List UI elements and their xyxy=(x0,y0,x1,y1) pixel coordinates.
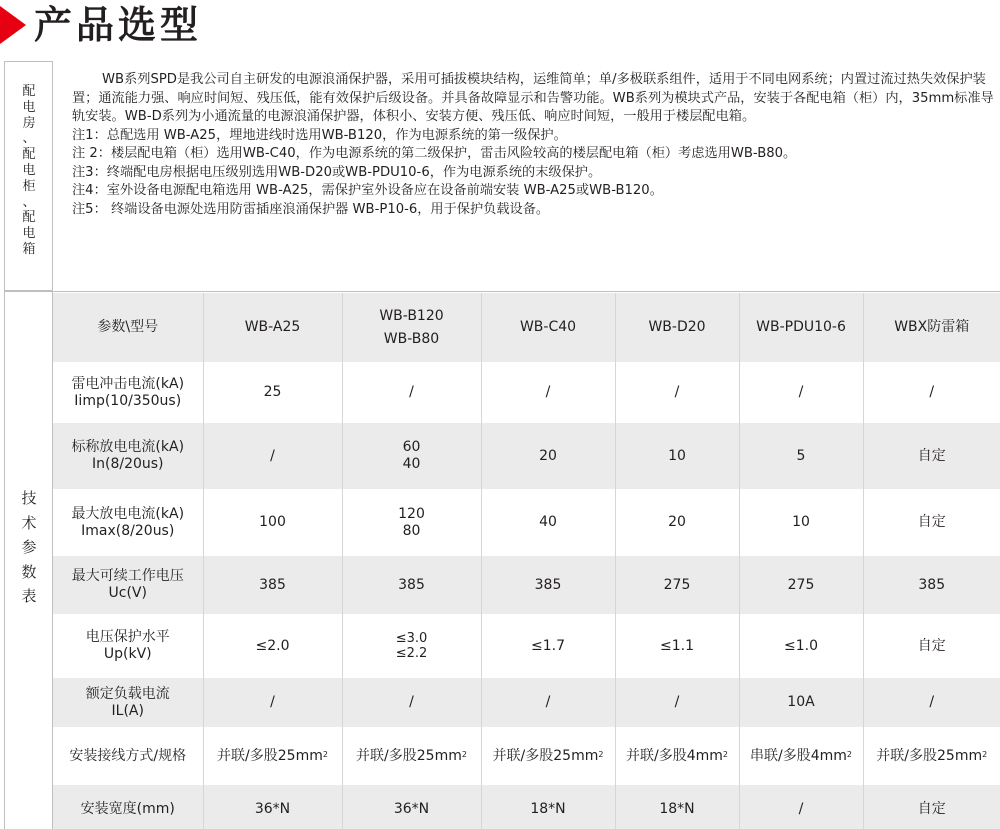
cell-text: 20 xyxy=(539,447,557,464)
header-model-line: WBX防雷箱 xyxy=(894,319,970,335)
table-cell xyxy=(342,489,481,556)
sidebar-char: 配 xyxy=(22,147,36,163)
sidebar-char: 、 xyxy=(22,194,36,210)
row-param xyxy=(53,362,203,423)
row-param xyxy=(53,614,203,678)
superscript: 2 xyxy=(322,749,328,759)
table-cell xyxy=(615,614,739,678)
cell-text: / xyxy=(674,384,680,400)
cell-text: 自定 xyxy=(917,801,946,817)
cell-text: ≤2.0 xyxy=(255,637,290,654)
table-row xyxy=(53,785,1000,829)
cell-text: ≤1.7 xyxy=(531,637,565,654)
table-cell xyxy=(863,678,1000,727)
section-divider xyxy=(4,291,1000,292)
cell-text: 20 xyxy=(668,514,686,530)
cell-text: 并联/多股25mm xyxy=(492,747,599,764)
sidebar-char: 术 xyxy=(21,513,37,532)
superscript: 2 xyxy=(722,749,728,759)
sidebar-char: 配 xyxy=(22,210,36,226)
table-cell xyxy=(203,678,342,727)
row-param-line: 电压保护水平 xyxy=(85,629,170,645)
cell-text: 385 xyxy=(534,576,562,593)
cell-line: ≤2.2 xyxy=(395,646,428,661)
table-cell xyxy=(739,423,863,489)
row-param-line: In(8/20us) xyxy=(91,456,164,472)
table-row xyxy=(53,489,1000,556)
table-cell xyxy=(615,489,739,556)
sidebar-char: 参 xyxy=(21,538,37,556)
header-param-label: 参数\型号 xyxy=(53,293,203,362)
superscript: 2 xyxy=(598,749,604,759)
cell-line: ≤3.0 xyxy=(395,631,428,646)
table-cell xyxy=(342,556,481,614)
header-model xyxy=(342,293,481,362)
cell-text: 25 xyxy=(263,384,282,400)
cell-text: 36*N xyxy=(393,801,430,817)
page-header xyxy=(0,0,1000,50)
row-param-line: Up(kV) xyxy=(103,646,152,662)
cell-text: 40 xyxy=(539,514,557,530)
table-cell xyxy=(615,423,739,489)
cell-text: / xyxy=(798,384,804,400)
header-model-line: WB-PDU10-6 xyxy=(756,319,846,335)
header-model-line: WB-C40 xyxy=(519,319,577,335)
row-param-line: Iimp(10/350us) xyxy=(74,392,182,409)
row-param xyxy=(53,678,203,727)
row-param-line: 最大放电电流(kA) xyxy=(71,505,185,522)
table-cell xyxy=(615,556,739,614)
cell-text: 并联/多股25mm xyxy=(356,747,462,764)
header-model xyxy=(863,293,1000,362)
table-cell xyxy=(481,785,615,829)
table-cell xyxy=(739,614,863,678)
table-cell xyxy=(203,556,342,614)
page-title: 产品选型 xyxy=(34,3,203,47)
table-row xyxy=(53,678,1000,727)
spec-table xyxy=(53,293,1000,829)
cell-text: 385 xyxy=(918,576,946,593)
cell-text: / xyxy=(929,694,935,710)
sidebar-char: 表 xyxy=(21,587,37,605)
note-4: 注4：室外设备电源配电箱选用 WB-A25，需保护室外设备应在设备前端安装 WB-A25或WB-B120。 xyxy=(72,183,663,198)
table-cell xyxy=(203,727,342,785)
header-model-line: WB-A25 xyxy=(244,319,301,335)
cell-text: 10 xyxy=(668,447,686,464)
sidebar-char: 技 xyxy=(21,489,37,507)
red-triangle-icon xyxy=(0,6,26,44)
intro-lead: WB系列SPD是我公司自主研发的电源浪涌保护器，采用可插拔模块结构，运维简单；单/多极联系组件，适用于不同电网系统；内置过流过热失效保护装置；通流能力强、响应时间短、残压低，能有效保护后级设备。并具备故障显示和告警功能。WB系列为模块式产品，安装于各配电箱（柜）内，35mm标准导轨安装。WB-D系列为小通流量的电源浪涌保护器，体积小、安装方便、残压低、响应时间短，一般用于楼层配电箱。 xyxy=(72,72,994,124)
table-cell xyxy=(203,423,342,489)
cell-text: ≤1.0 xyxy=(784,637,818,654)
row-param xyxy=(53,423,203,489)
table-header-row xyxy=(53,293,1000,362)
cell-text: 5 xyxy=(796,447,806,464)
row-param-line: 安装宽度(mm) xyxy=(80,801,175,817)
cell-text: 自定 xyxy=(917,637,946,654)
table-cell xyxy=(481,489,615,556)
table-cell xyxy=(481,362,615,423)
row-param-line: 标称放电电流(kA) xyxy=(71,439,185,455)
sidebar-label-specs xyxy=(4,292,52,829)
table-cell xyxy=(481,556,615,614)
row-param-line: Imax(8/20us) xyxy=(81,522,175,539)
sidebar-label-distribution xyxy=(4,61,52,291)
note-1: 注1：总配选用 WB-A25，埋地进线时选用WB-B120，作为电源系统的第一级保护。 xyxy=(72,127,567,143)
table-cell xyxy=(739,556,863,614)
table-cell xyxy=(481,423,615,489)
table-cell xyxy=(342,614,481,678)
table-cell xyxy=(863,489,1000,556)
table-cell xyxy=(203,489,342,556)
cell-text: 36*N xyxy=(254,801,291,817)
cell-text: 并联/多股25mm xyxy=(217,747,323,764)
cell-text: / xyxy=(409,694,414,710)
row-param-line: 额定负载电流 xyxy=(85,685,170,702)
cell-text: 275 xyxy=(787,576,815,593)
cell-text: 18*N xyxy=(530,801,566,817)
table-cell xyxy=(739,362,863,423)
cell-text: / xyxy=(545,384,551,400)
table-cell xyxy=(615,362,739,423)
cell-text: 自定 xyxy=(917,447,946,464)
table-row xyxy=(53,362,1000,423)
row-param-line: IL(A) xyxy=(111,702,144,719)
row-param-line: 雷电冲击电流(kA) xyxy=(71,375,185,392)
table-cell xyxy=(481,727,615,785)
cell-text: 并联/多股25mm xyxy=(876,747,983,764)
table-cell xyxy=(342,423,481,489)
table-cell xyxy=(481,614,615,678)
header-model xyxy=(739,293,863,362)
table-cell xyxy=(863,785,1000,829)
header-model-line: WB-D20 xyxy=(648,319,706,335)
header-model xyxy=(615,293,739,362)
row-param xyxy=(53,727,203,785)
superscript: 2 xyxy=(461,749,467,759)
table-cell xyxy=(863,556,1000,614)
header-model xyxy=(481,293,615,362)
note-3: 注3：终端配电房根据电压级别选用WB-D20或WB-PDU10-6，作为电源系统的末级保护。 xyxy=(72,164,602,180)
cell-text: 275 xyxy=(663,576,691,593)
table-cell xyxy=(481,678,615,727)
superscript: 2 xyxy=(982,749,988,759)
table-cell xyxy=(342,362,481,423)
row-param-line: 安装接线方式/规格 xyxy=(69,747,187,764)
cell-text: / xyxy=(409,384,414,400)
table-cell xyxy=(863,423,1000,489)
table-cell xyxy=(615,678,739,727)
cell-text: / xyxy=(545,694,551,710)
table-cell xyxy=(739,489,863,556)
table-cell xyxy=(863,362,1000,423)
cell-line: 80 xyxy=(402,522,421,539)
row-param xyxy=(53,556,203,614)
table-cell xyxy=(615,727,739,785)
cell-text: 10 xyxy=(792,514,810,530)
cell-text: 串联/多股4mm xyxy=(750,747,847,764)
sidebar-char: 电 xyxy=(22,99,36,115)
cell-text: 100 xyxy=(259,514,286,530)
cell-text: 385 xyxy=(259,576,286,593)
note-5: 注5： 终端设备电源处选用防雷插座浪涌保护器 WB-P10-6，用于保护负载设备。 xyxy=(72,201,550,217)
superscript: 2 xyxy=(846,749,852,759)
table-cell xyxy=(863,614,1000,678)
table-row xyxy=(53,727,1000,785)
sidebar-char: 配 xyxy=(22,84,36,99)
sidebar-char: 电 xyxy=(22,226,36,242)
header-model-line: WB-B120 xyxy=(379,307,444,324)
table-cell xyxy=(739,727,863,785)
table-cell xyxy=(342,727,481,785)
intro-text xyxy=(72,71,998,219)
sidebar-vertical-text-specs xyxy=(5,486,53,609)
sidebar-vertical-text xyxy=(5,84,53,258)
table-cell xyxy=(342,785,481,829)
sidebar-char: 箱 xyxy=(22,241,36,257)
cell-text: 并联/多股4mm xyxy=(626,747,723,764)
table-cell xyxy=(342,678,481,727)
table-row xyxy=(53,614,1000,678)
table-cell xyxy=(863,727,1000,785)
cell-line: 60 xyxy=(402,439,421,455)
sidebar-char: 房 xyxy=(22,115,36,131)
table-row xyxy=(53,556,1000,614)
sidebar-char: 数 xyxy=(21,562,37,581)
cell-text: / xyxy=(929,384,935,400)
cell-text: 385 xyxy=(398,576,425,593)
sidebar-char: 、 xyxy=(22,131,36,147)
cell-text: 自定 xyxy=(917,514,946,530)
row-param-line: 最大可续工作电压 xyxy=(71,568,184,584)
cell-text: / xyxy=(798,801,804,817)
row-param xyxy=(53,489,203,556)
cell-text: / xyxy=(270,447,275,464)
row-param xyxy=(53,785,203,829)
header-model xyxy=(203,293,342,362)
cell-text: / xyxy=(270,694,275,710)
row-param-line: Uc(V) xyxy=(108,585,147,601)
table-cell xyxy=(203,362,342,423)
table-cell xyxy=(203,785,342,829)
cell-line: 40 xyxy=(402,456,421,472)
cell-text: 10A xyxy=(787,694,815,710)
table-cell xyxy=(615,785,739,829)
header-model-line: WB-B80 xyxy=(383,330,440,347)
cell-text: 18*N xyxy=(659,801,695,817)
divider xyxy=(52,61,53,291)
sidebar-char: 柜 xyxy=(22,178,36,194)
table-row xyxy=(53,423,1000,489)
cell-text: / xyxy=(674,694,680,710)
table-cell xyxy=(203,614,342,678)
sidebar-char: 电 xyxy=(22,162,36,178)
note-2: 注 2：楼层配电箱（柜）选用WB-C40，作为电源系统的第二级保护，雷击风险较高的楼层配电箱（柜）考虑选用WB-B80。 xyxy=(72,146,797,161)
cell-line: 120 xyxy=(398,505,425,522)
cell-text: ≤1.1 xyxy=(660,637,694,654)
table-cell xyxy=(739,678,863,727)
table-cell xyxy=(739,785,863,829)
